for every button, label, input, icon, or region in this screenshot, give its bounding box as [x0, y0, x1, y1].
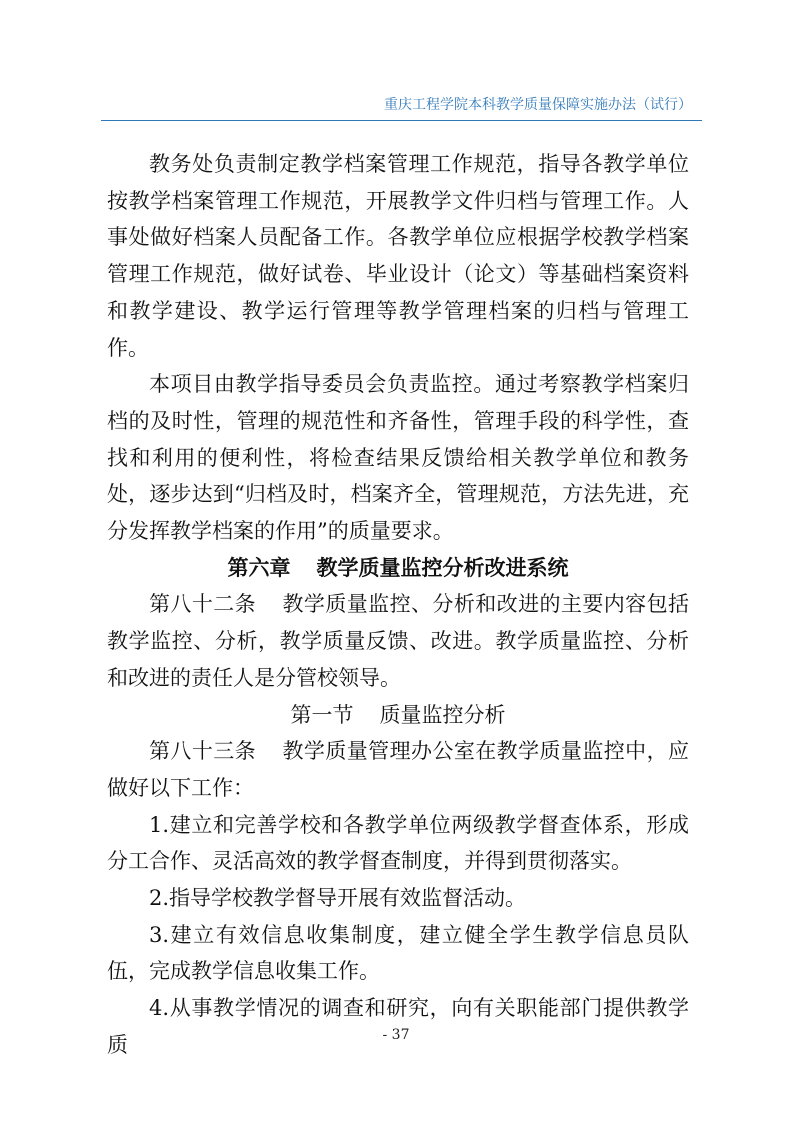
article-83: [107, 733, 689, 806]
article-82-label: 第八十二条: [149, 592, 257, 617]
chapter-heading: [107, 550, 689, 587]
paragraph-archive-management: 教务处负责制定教学档案管理工作规范，指导各教学单位按教学档案管理工作规范，开展教学文件归档与管理工作。人事处做好档案人员配备工作。各教学单位应根据学校教学档案管理工作规范，做好试卷、毕业设计（论文）等基础档案资料和教学建设、教学运行管理等教学管理档案的归档与管理工作。: [107, 152, 689, 360]
section-heading: [107, 697, 689, 734]
header-divider: [101, 120, 702, 121]
chapter-title: 教学质量监控分析改进系统: [316, 555, 569, 580]
chapter-number: 第六章: [227, 555, 291, 580]
article-82: [107, 586, 689, 696]
list-item-1: 1.建立和完善学校和各教学单位两级教学督查体系，形成分工合作、灵活高效的教学督查制度，并得到贯彻落实。: [107, 812, 689, 874]
running-header-title: 重庆工程学院本科教学质量保障实施办法（试行）: [384, 97, 692, 113]
paragraph-archive-monitoring: 本项目由教学指导委员会负责监控。通过考察教学档案归档的及时性，管理的规范性和齐备性，管理手段的科学性，查找和利用的便利性，将检查结果反馈给相关教学单位和教务处，逐步达到“归档及时，档案齐全，管理规范，方法先进，充分发挥教学档案的作用”的质量要求。: [107, 372, 689, 544]
section-number: 第一节: [290, 702, 354, 727]
article-82-text: 教学质量监控、分析和改进的主要内容包括教学监控、分析，教学质量反馈、改进。教学质量监控、分析和改进的责任人是分管校领导。: [107, 592, 690, 690]
article-83-text: 教学质量管理办公室在教学质量监控中，应做好以下工作：: [107, 739, 690, 800]
list-item-3: 3.建立有效信息收集制度，建立健全学生教学信息员队伍，完成教学信息收集工作。: [107, 922, 689, 984]
list-item-2: 2.指导学校教学督导开展有效监督活动。: [149, 886, 527, 911]
list-item-4: 4.从事教学情况的调查和研究，向有关职能部门提供教学质: [107, 996, 689, 1057]
article-83-label: 第八十三条: [149, 739, 257, 764]
page-body: [107, 146, 689, 1064]
page-number: - 37: [382, 1027, 410, 1043]
section-title: 质量监控分析: [379, 702, 506, 727]
